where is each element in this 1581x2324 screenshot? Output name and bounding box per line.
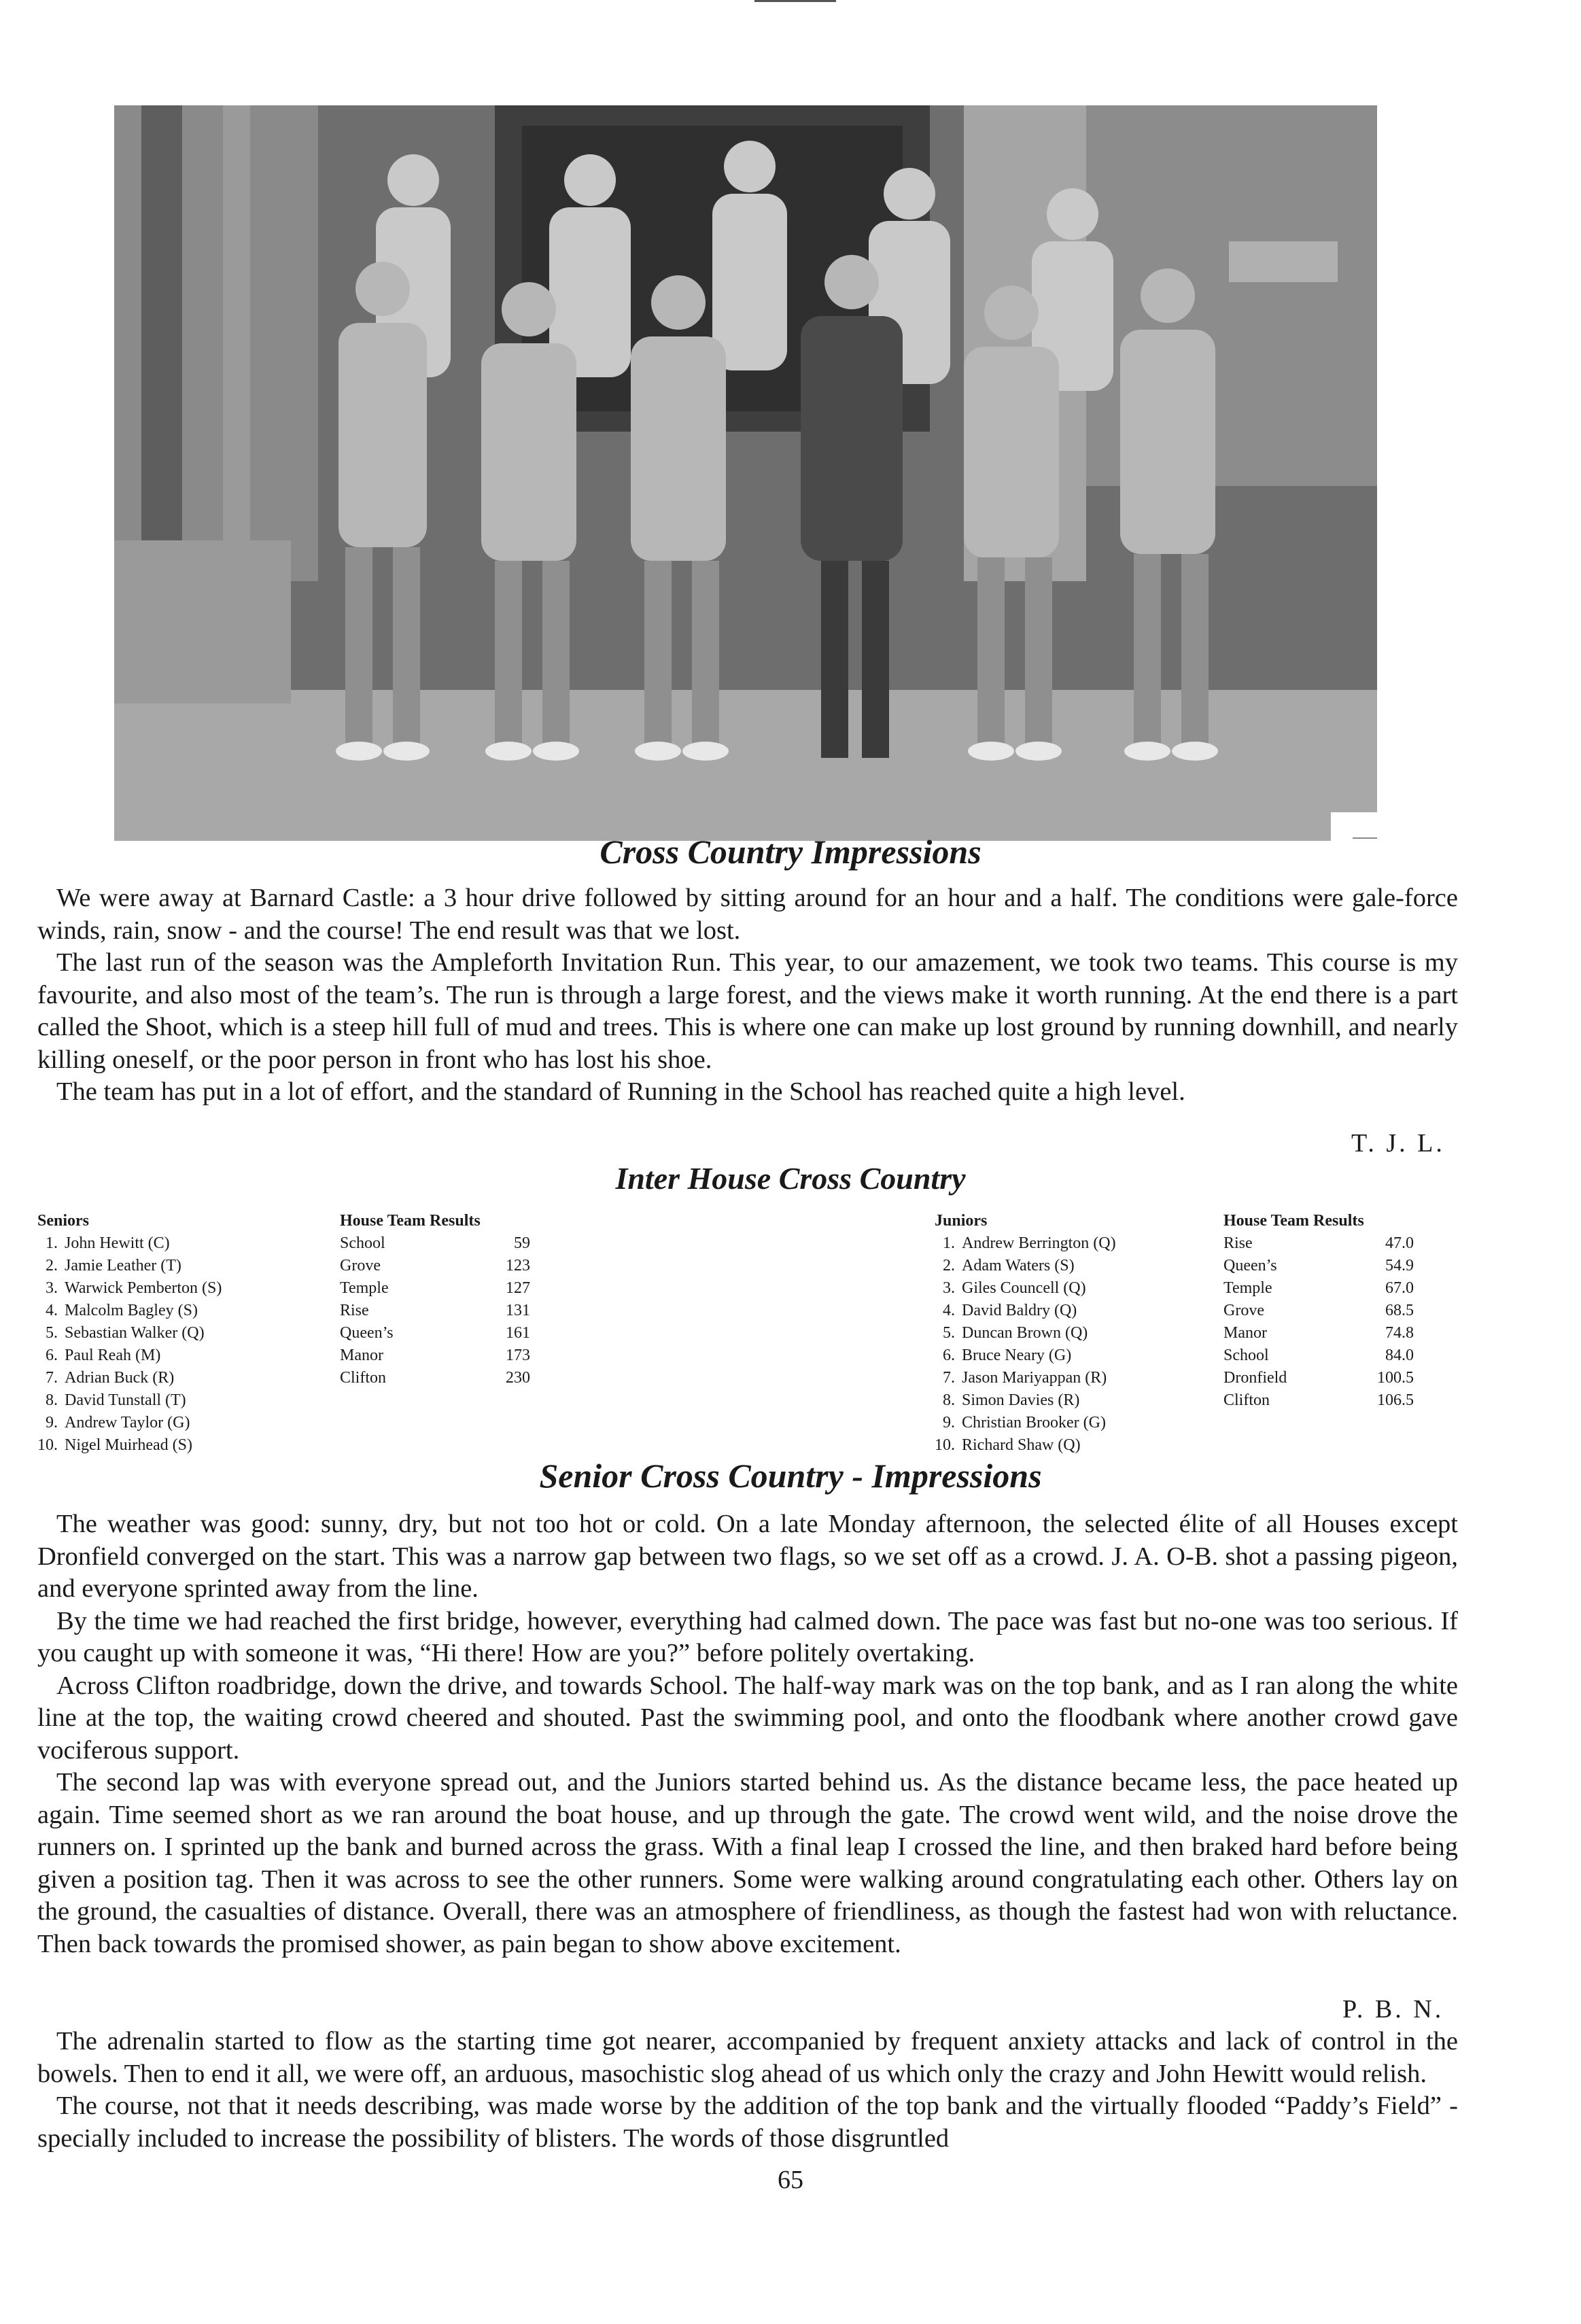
- position-number: 7.: [943, 1369, 955, 1387]
- position-number: 4.: [943, 1302, 955, 1319]
- house-name: Grove: [340, 1257, 381, 1274]
- result-row: [935, 1255, 1116, 1277]
- team-group-photo-icon: [114, 105, 1377, 841]
- section1-body: [37, 882, 1458, 1109]
- house-result-row: [340, 1255, 564, 1277]
- runner-name: Malcolm Bagley (S): [65, 1302, 198, 1319]
- section1-title: Cross Country Impressions: [600, 833, 981, 871]
- house-score: 67.0: [1385, 1279, 1414, 1297]
- house-name: Temple: [1223, 1279, 1272, 1297]
- section2-body: [37, 1508, 1458, 1960]
- runner-name: John Hewitt (C): [65, 1234, 170, 1252]
- section2-title: Senior Cross Country - Impressions: [539, 1457, 1042, 1495]
- house-score: 173: [506, 1347, 530, 1364]
- continued-paragraph: The course, not that it needs describing, was made worse by the addition of the top bank and the virtually flooded “Paddy’s Field” - specially included to increase the possibility of blisters. The words of those disgruntled: [37, 2092, 1458, 2153]
- position-number: 7.: [46, 1369, 58, 1387]
- section1-paragraph: We were away at Barnard Castle: a 3 hour drive followed by sitting around for an hour and a half. The conditions were gale-force winds, rain, snow - and the course! The end result was that we lost.: [37, 884, 1458, 945]
- house-score: 230: [506, 1369, 530, 1387]
- result-row: [935, 1277, 1116, 1300]
- result-row: [37, 1389, 222, 1412]
- result-row: [37, 1345, 222, 1367]
- house-result-row: [1223, 1255, 1448, 1277]
- runner-name: Adrian Buck (R): [65, 1369, 175, 1387]
- result-row: [37, 1434, 222, 1457]
- runner-name: Jason Mariyappan (R): [962, 1369, 1107, 1387]
- juniors-header: Juniors: [935, 1212, 988, 1230]
- house-name: School: [340, 1234, 385, 1252]
- seniors-list: [37, 1210, 222, 1457]
- house-name: Temple: [340, 1279, 389, 1297]
- runner-name: Simon Davies (R): [962, 1391, 1080, 1409]
- top-rule: [754, 0, 836, 2]
- result-row: [935, 1434, 1116, 1457]
- house-score: 68.5: [1385, 1302, 1414, 1319]
- result-row: [935, 1389, 1116, 1412]
- senior-house-results: [340, 1210, 564, 1389]
- house-result-row: [340, 1232, 564, 1255]
- position-number: 8.: [46, 1391, 58, 1409]
- house-result-row: [1223, 1300, 1448, 1322]
- house-score: 161: [506, 1324, 530, 1342]
- position-number: 6.: [46, 1347, 58, 1364]
- house-score: 131: [506, 1302, 530, 1319]
- junior-house-results: [1223, 1210, 1448, 1412]
- section1-signature: T. J. L.: [1351, 1129, 1445, 1158]
- position-number: 1.: [46, 1234, 58, 1252]
- position-number: 8.: [943, 1391, 955, 1409]
- senior-house-header: House Team Results: [340, 1212, 481, 1230]
- runner-name: Duncan Brown (Q): [962, 1324, 1088, 1342]
- house-score: 54.9: [1385, 1257, 1414, 1274]
- section2-paragraph: By the time we had reached the first bridge, however, everything had calmed down. The pace was fast but no-one was too serious. If you caught up with someone it was, “Hi there! How are you?” before politely overtaking.: [37, 1606, 1458, 1667]
- runner-name: David Tunstall (T): [65, 1391, 186, 1409]
- house-score: 127: [506, 1279, 530, 1297]
- house-name: Clifton: [1223, 1391, 1270, 1409]
- house-name: Grove: [1223, 1302, 1264, 1319]
- house-name: Manor: [340, 1347, 383, 1364]
- section1-paragraph: The team has put in a lot of effort, and the standard of Running in the School has reached quite a high level.: [56, 1077, 1185, 1106]
- position-number: 2.: [943, 1257, 955, 1274]
- juniors-list: [935, 1210, 1116, 1457]
- house-name: Queen’s: [340, 1324, 394, 1342]
- runner-name: David Baldry (Q): [962, 1302, 1077, 1319]
- runner-name: Adam Waters (S): [962, 1257, 1075, 1274]
- runner-name: Andrew Berrington (Q): [962, 1234, 1116, 1252]
- house-score: 106.5: [1377, 1391, 1414, 1409]
- house-result-row: [1223, 1232, 1448, 1255]
- result-row: [37, 1300, 222, 1322]
- house-name: Rise: [1223, 1234, 1253, 1252]
- house-score: 59: [514, 1234, 530, 1252]
- house-result-row: [340, 1300, 564, 1322]
- house-name: Manor: [1223, 1324, 1267, 1342]
- house-name: Clifton: [340, 1369, 387, 1387]
- position-number: 5.: [46, 1324, 58, 1342]
- house-result-row: [340, 1367, 564, 1389]
- house-result-row: [1223, 1277, 1448, 1300]
- runner-name: Andrew Taylor (G): [65, 1414, 190, 1432]
- interhouse-title: Inter House Cross Country: [615, 1161, 966, 1196]
- section2-signature: P. B. N.: [1342, 1995, 1444, 2024]
- position-number: 10.: [37, 1436, 58, 1454]
- position-number: 2.: [46, 1257, 58, 1274]
- result-row: [37, 1277, 222, 1300]
- position-number: 9.: [943, 1414, 955, 1432]
- result-row: [37, 1412, 222, 1434]
- section2-paragraph: Across Clifton roadbridge, down the drive, and towards School. The half-way mark was on the top bank, and as I ran along the white line at the top, the waiting crowd cheered and shouted. Past the swimming pool, and onto the floodbank where another crowd gave vociferous support.: [37, 1671, 1458, 1765]
- house-name: Queen’s: [1223, 1257, 1277, 1274]
- section1-paragraph: The last run of the season was the Ampleforth Invitation Run. This year, to our amazement, we took two teams. This course is my favourite, and also most of the team’s. The run is through a large forest, and the views make it worth running. At the end there is a part called the Shoot, which is a steep hill full of mud and trees. This is where one can make up lost ground by running downhill, and nearly killing oneself, or the poor person in front who has lost his shoe.: [37, 948, 1458, 1074]
- house-score: 100.5: [1377, 1369, 1414, 1387]
- result-row: [935, 1300, 1116, 1322]
- result-row: [935, 1232, 1116, 1255]
- page-number: 65: [778, 2166, 803, 2194]
- house-result-row: [340, 1322, 564, 1345]
- position-number: 5.: [943, 1324, 955, 1342]
- house-name: Dronfield: [1223, 1369, 1287, 1387]
- junior-house-header: House Team Results: [1223, 1212, 1364, 1230]
- house-result-row: [340, 1345, 564, 1367]
- team-photo: [114, 105, 1377, 841]
- result-row: [935, 1322, 1116, 1345]
- house-score: 74.8: [1385, 1324, 1414, 1342]
- position-number: 3.: [46, 1279, 58, 1297]
- position-number: 6.: [943, 1347, 955, 1364]
- house-result-row: [340, 1277, 564, 1300]
- result-row: [935, 1412, 1116, 1434]
- result-row: [37, 1232, 222, 1255]
- runner-name: Paul Reah (M): [65, 1347, 161, 1364]
- section2-continued: [37, 2026, 1458, 2155]
- position-number: 4.: [46, 1302, 58, 1319]
- position-number: 10.: [935, 1436, 955, 1454]
- continued-paragraph: The adrenalin started to flow as the starting time got nearer, accompanied by frequent anxiety attacks and lack of control in the bowels. Then to end it all, we were off, an arduous, masochistic slog ahead of us which only the crazy and John Hewitt would relish.: [37, 2027, 1458, 2088]
- position-number: 9.: [46, 1414, 58, 1432]
- position-number: 3.: [943, 1279, 955, 1297]
- house-score: 47.0: [1385, 1234, 1414, 1252]
- runner-name: Richard Shaw (Q): [962, 1436, 1081, 1454]
- result-row: [37, 1367, 222, 1389]
- house-result-row: [1223, 1322, 1448, 1345]
- runner-name: Giles Councell (Q): [962, 1279, 1086, 1297]
- position-number: 1.: [943, 1234, 955, 1252]
- runner-name: Sebastian Walker (Q): [65, 1324, 205, 1342]
- house-score: 84.0: [1385, 1347, 1414, 1364]
- section2-paragraph: The second lap was with everyone spread out, and the Juniors started behind us. As the distance became less, the pace heated up again. Time seemed short as we ran around the boat house, and up through the gate. The crowd went wild, and the noise drove the runners on. I sprinted up the bank and burned across the grass. With a final leap I crossed the line, and then braked hard before being given a position tag. Then it was across to see the other runners. Some were walking around congratulating each other. Others lay on the ground, the casualties of distance. Overall, there was an atmosphere of friendliness, as though the fastest had won with reluctance. Then back towards the promised shower, as pain began to show above excitement.: [37, 1768, 1458, 1958]
- house-name: Rise: [340, 1302, 369, 1319]
- house-score: 123: [506, 1257, 530, 1274]
- result-row: [935, 1367, 1116, 1389]
- house-result-row: [1223, 1367, 1448, 1389]
- runner-name: Jamie Leather (T): [65, 1257, 181, 1274]
- seniors-header: Seniors: [37, 1212, 90, 1230]
- runner-name: Christian Brooker (G): [962, 1414, 1106, 1432]
- result-row: [37, 1255, 222, 1277]
- section2-paragraph: The weather was good: sunny, dry, but not too hot or cold. On a late Monday afternoon, the selected élite of all Houses except Dronfield converged on the start. This was a narrow gap between two flags, so we set off as a crowd. J. A. O-B. shot a passing pigeon, and everyone sprinted away from the line.: [37, 1510, 1458, 1603]
- result-row: [37, 1322, 222, 1345]
- house-result-row: [1223, 1389, 1448, 1412]
- runner-name: Nigel Muirhead (S): [65, 1436, 192, 1454]
- house-name: School: [1223, 1347, 1269, 1364]
- house-result-row: [1223, 1345, 1448, 1367]
- runner-name: Warwick Pemberton (S): [65, 1279, 222, 1297]
- result-row: [935, 1345, 1116, 1367]
- runner-name: Bruce Neary (G): [962, 1347, 1072, 1364]
